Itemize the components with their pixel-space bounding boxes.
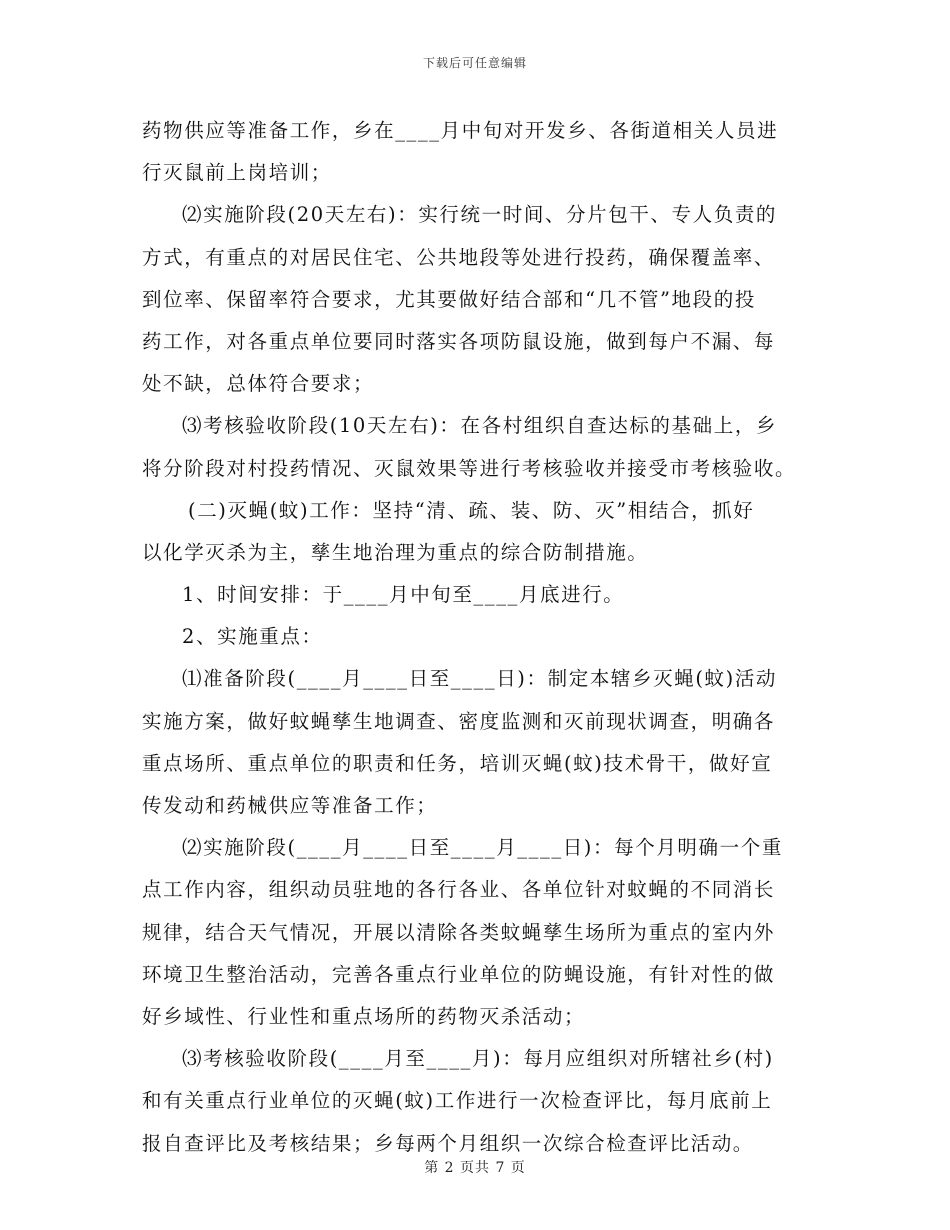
page-number-footer: 第 2 页共 7 页 xyxy=(424,1160,526,1176)
text-line: 药物供应等准备工作，乡在____月中旬对开发乡、各街道相关人员进 xyxy=(142,119,779,142)
paragraph-start-line: ⑶考核验收阶段(____月至____月)：每月应组织对所辖社乡(村) xyxy=(182,1047,774,1071)
page-header: 下载后可任意编辑 xyxy=(422,56,527,70)
text-line: 好乡域性、行业性和重点场所的药物灭杀活动； xyxy=(142,1004,586,1028)
document-body xyxy=(142,110,802,1165)
text-line: 点工作内容，组织动员驻地的各行各业、各单位针对蚊蝇的不同消长 xyxy=(142,878,776,902)
text-line: 药工作，对各重点单位要同时落实各项防鼠设施，做到每户不漏、每 xyxy=(142,329,776,353)
paragraph-start-line: ⑵实施阶段(____月____日至____月____日)：每个月明确一个重 xyxy=(182,836,783,860)
text-line: 到位率、保留率符合要求，尤其要做好结合部和“几不管”地段的投 xyxy=(142,287,756,311)
text-line: 将分阶段对村投药情况、灭鼠效果等进行考核验收并接受市考核验收。 xyxy=(142,456,797,480)
text-line: 行灭鼠前上岗培训； xyxy=(142,161,332,185)
text-line: 重点场所、重点单位的职责和任务，培训灭蝇(蚊)技术骨干，做好宣 xyxy=(142,751,773,775)
text-line: 实施方案，做好蚊蝇孳生地调查、密度监测和灭前现状调查，明确各 xyxy=(142,709,776,733)
paragraph-start-line: ⑶考核验收阶段(10天左右)：在各村组织自查达标的基础上，乡 xyxy=(182,414,778,438)
text-line: 以化学灭杀为主，孳生地治理为重点的综合防制措施。 xyxy=(142,540,649,564)
text-line: 方式，有重点的对居民住宅、公共地段等处进行投药，确保覆盖率、 xyxy=(142,245,776,269)
paragraph-start-line: ⑴准备阶段(____月____日至____日)：制定本辖乡灭蝇(蚊)活动 xyxy=(182,667,778,691)
text-line: 规律，结合天气情况，开展以清除各类蚊蝇孳生场所为重点的室内外 xyxy=(142,920,776,944)
text-line: 和有关重点行业单位的灭蝇(蚊)工作进行一次检查评比，每月底前上 xyxy=(142,1089,773,1113)
section-heading-line: (二)灭蝇(蚊)工作：坚持“清、疏、装、防、灭”相结合，抓好 xyxy=(188,498,755,522)
text-line: 环境卫生整治活动，完善各重点行业单位的防蝇设施，有针对性的做 xyxy=(142,962,776,986)
text-line: 报自查评比及考核结果；乡每两个月组织一次综合检查评比活动。 xyxy=(142,1131,754,1155)
paragraph-start-line: 1、时间安排：于____月中旬至____月底进行。 xyxy=(182,583,625,607)
text-line: 传发动和药械供应等准备工作； xyxy=(142,794,438,817)
paragraph-start-line: 2、实施重点： xyxy=(182,625,323,649)
paragraph-start-line: ⑵实施阶段(20天左右)：实行统一时间、分片包干、专人负责的 xyxy=(182,203,778,227)
text-line: 处不缺，总体符合要求； xyxy=(142,372,375,396)
